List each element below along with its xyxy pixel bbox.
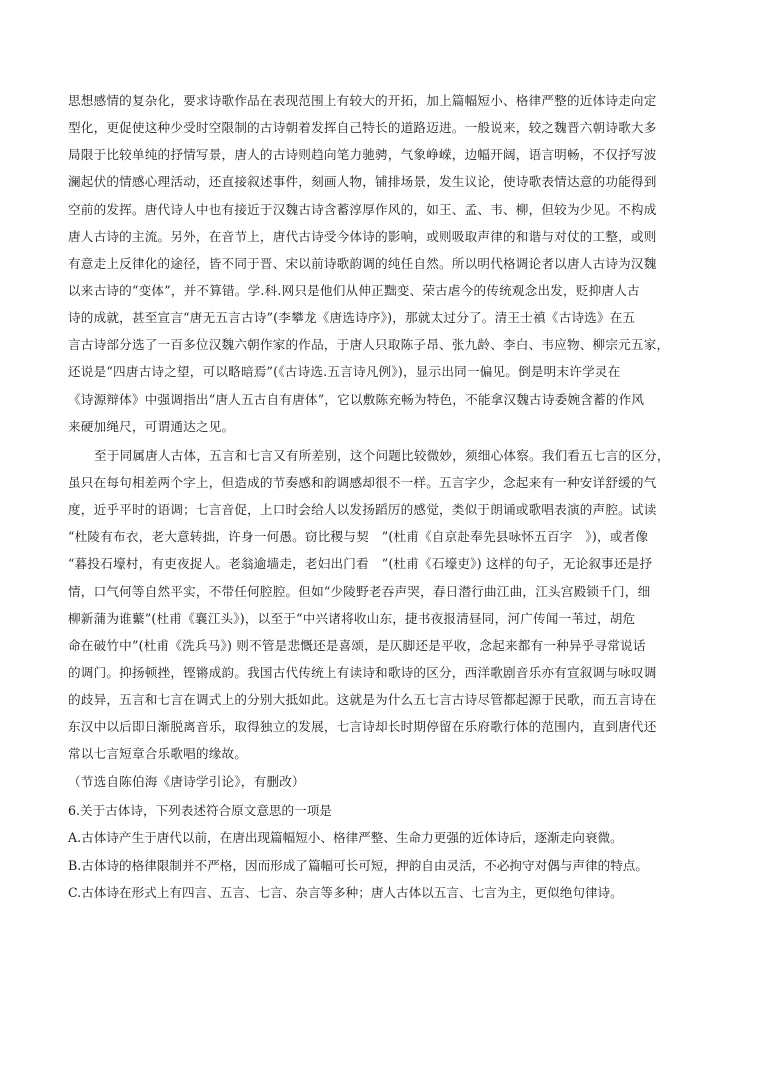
- text-line: 澜起伏的情感心理活动，还直接叙述事件，刻画人物，铺排场景，发生议论，使诗歌表情达意的功能得到: [68, 174, 657, 190]
- text-line: 东汉中以后即日渐脱离音乐，取得独立的发展，七言诗却长时期停留在乐府歌行体的范围内，直到唐代还: [68, 719, 657, 735]
- question-stem: 6.关于古体诗，下列表述符合原文意思的一项是: [68, 802, 332, 818]
- text-line: 唐人古诗的主流。另外，在音节上，唐代古诗受今体诗的影响，或则吸取声律的和谐与对仗的工整，或则: [68, 228, 657, 244]
- text-line: 《诗源辩体》中强调指出“唐人五古自有唐体”，它以敷陈充畅为特色，不能拿汉魏古诗委婉含蓄的作风: [68, 391, 645, 407]
- text-line: 以来古诗的“变体”，并不算错。学.科.网只是他们从伸正黜变、荣古虐今的传统观念出发，贬抑唐人古: [68, 282, 640, 298]
- text-line: 局限于比较单纯的抒情写景，唐人的古诗则趋向笔力驰骋，气象峥嵘，边幅开阔，语言明畅，不仅抒写波: [68, 147, 657, 163]
- text-line: 度，近乎平时的语调；七言音促，上口时会给人以发扬蹈厉的感觉，类似于朗诵或歌唱表演的声腔。试读: [68, 502, 657, 518]
- text-line: 还说是“四唐古诗之望，可以略暗焉”(《古诗选.五言诗凡例》)，显示出同一偏见。倒是明末许学灵在: [68, 364, 621, 380]
- text-line: 常以七言短章合乐歌唱的缘故。: [68, 746, 248, 762]
- text-line: 诗的成就，甚至宣言“唐无五言古诗”(李攀龙《唐选诗序》)，那就太过分了。清王士禛《古诗选》在五: [68, 310, 636, 326]
- paragraph-1: [68, 87, 698, 440]
- text-line: 命在破竹中”(杜甫《洗兵马》) 则不管是悲慨还是喜颂，是仄脚还是平收，念起来都有一种异乎寻常说话: [68, 637, 646, 653]
- text-line: 思想感情的复杂化，要求诗歌作品在表现范围上有较大的开拓，加上篇幅短小、格律严整的近体诗走向定: [68, 93, 657, 108]
- text-line: 型化，更促使这种少受时空限制的古诗朝着发挥自己特长的道路迈进。一般说来，较之魏晋六朝诗歌大多: [68, 120, 657, 136]
- text-line: 虽只在每句相差两个字上，但造成的节奏感和韵调感却很不一样。五言字少，念起来有一种安详舒缓的气: [68, 474, 657, 490]
- option-b[interactable]: B.古体诗的格律限制并不严格，因而形成了篇幅可长可短，押韵自由灵活，不必拘守对偶与声律的特点。: [68, 857, 648, 873]
- text-line: “暮投石壕村，有吏夜捉人。老翁逾墙走，老妇出门看 ”(杜甫《石壕吏》) 这样的句子，无论叙事还是抒: [68, 556, 653, 572]
- text-line: “杜陵有布衣，老大意转拙，许身一何愚。窃比稷与契 ”(杜甫《自京赴奉先县咏怀五百字 》)，或者像: [68, 529, 649, 545]
- document-page: [68, 87, 698, 907]
- text-line: 情，口气何等自然平实，不带任何腔腔。但如“少陵野老吞声哭，春日潜行曲江曲，江头宫殿锁千门，细: [68, 583, 651, 599]
- option-a[interactable]: A.古体诗产生于唐代以前，在唐出现篇幅短小、格律严整、生命力更强的近体诗后，逐渐走向衰微。: [68, 830, 623, 846]
- text-line: 有意走上反律化的途径，皆不同于晋、宋以前诗歌韵调的纯任自然。所以明代格调论者以唐人古诗为汉魏: [68, 255, 657, 271]
- text-line: 的调门。抑扬顿挫，铿锵成韵。我国古代传统上有读诗和歌诗的区分，西洋歌剧音乐亦有宣叙调与咏叹调: [68, 664, 657, 680]
- text-line: 至于同属唐人古体，五言和七言又有所差别，这个问题比较微妙，须细心体察。我们看五七言的区分，: [94, 447, 670, 463]
- text-line: 空前的发挥。唐代诗人中也有接近于汉魏古诗含蓄淳厚作风的，如王、孟、韦、柳，但较为少见。不构成: [68, 201, 657, 217]
- question-6: [68, 797, 698, 907]
- text-line: 柳新蒲为谁蘩”(杜甫《襄江头》)，以至于“中兴诸将收山东，捷书夜报清昼同，河广传闻一苇过，胡危: [68, 610, 636, 626]
- paragraph-2: [68, 442, 698, 768]
- text-line: 的歧异，五言和七言在调式上的分别大抵如此。这就是为什么五七言古诗尽管都起源于民歌，而五言诗在: [68, 692, 657, 708]
- option-c[interactable]: C.古体诗在形式上有四言、五言、七言、杂言等多种；唐人古体以五言、七言为主，更似绝句律诗。: [68, 885, 623, 901]
- text-line: 言古诗部分选了一百多位汉魏六朝作家的作品，于唐人只取陈子昂、张九龄、李白、韦应物、柳宗元五家，: [68, 337, 670, 353]
- source-note: （节选自陈伯海《唐诗学引论》，有删改）: [68, 773, 305, 789]
- text-line: 来硬加绳尺，可谓通达之见。: [68, 418, 235, 434]
